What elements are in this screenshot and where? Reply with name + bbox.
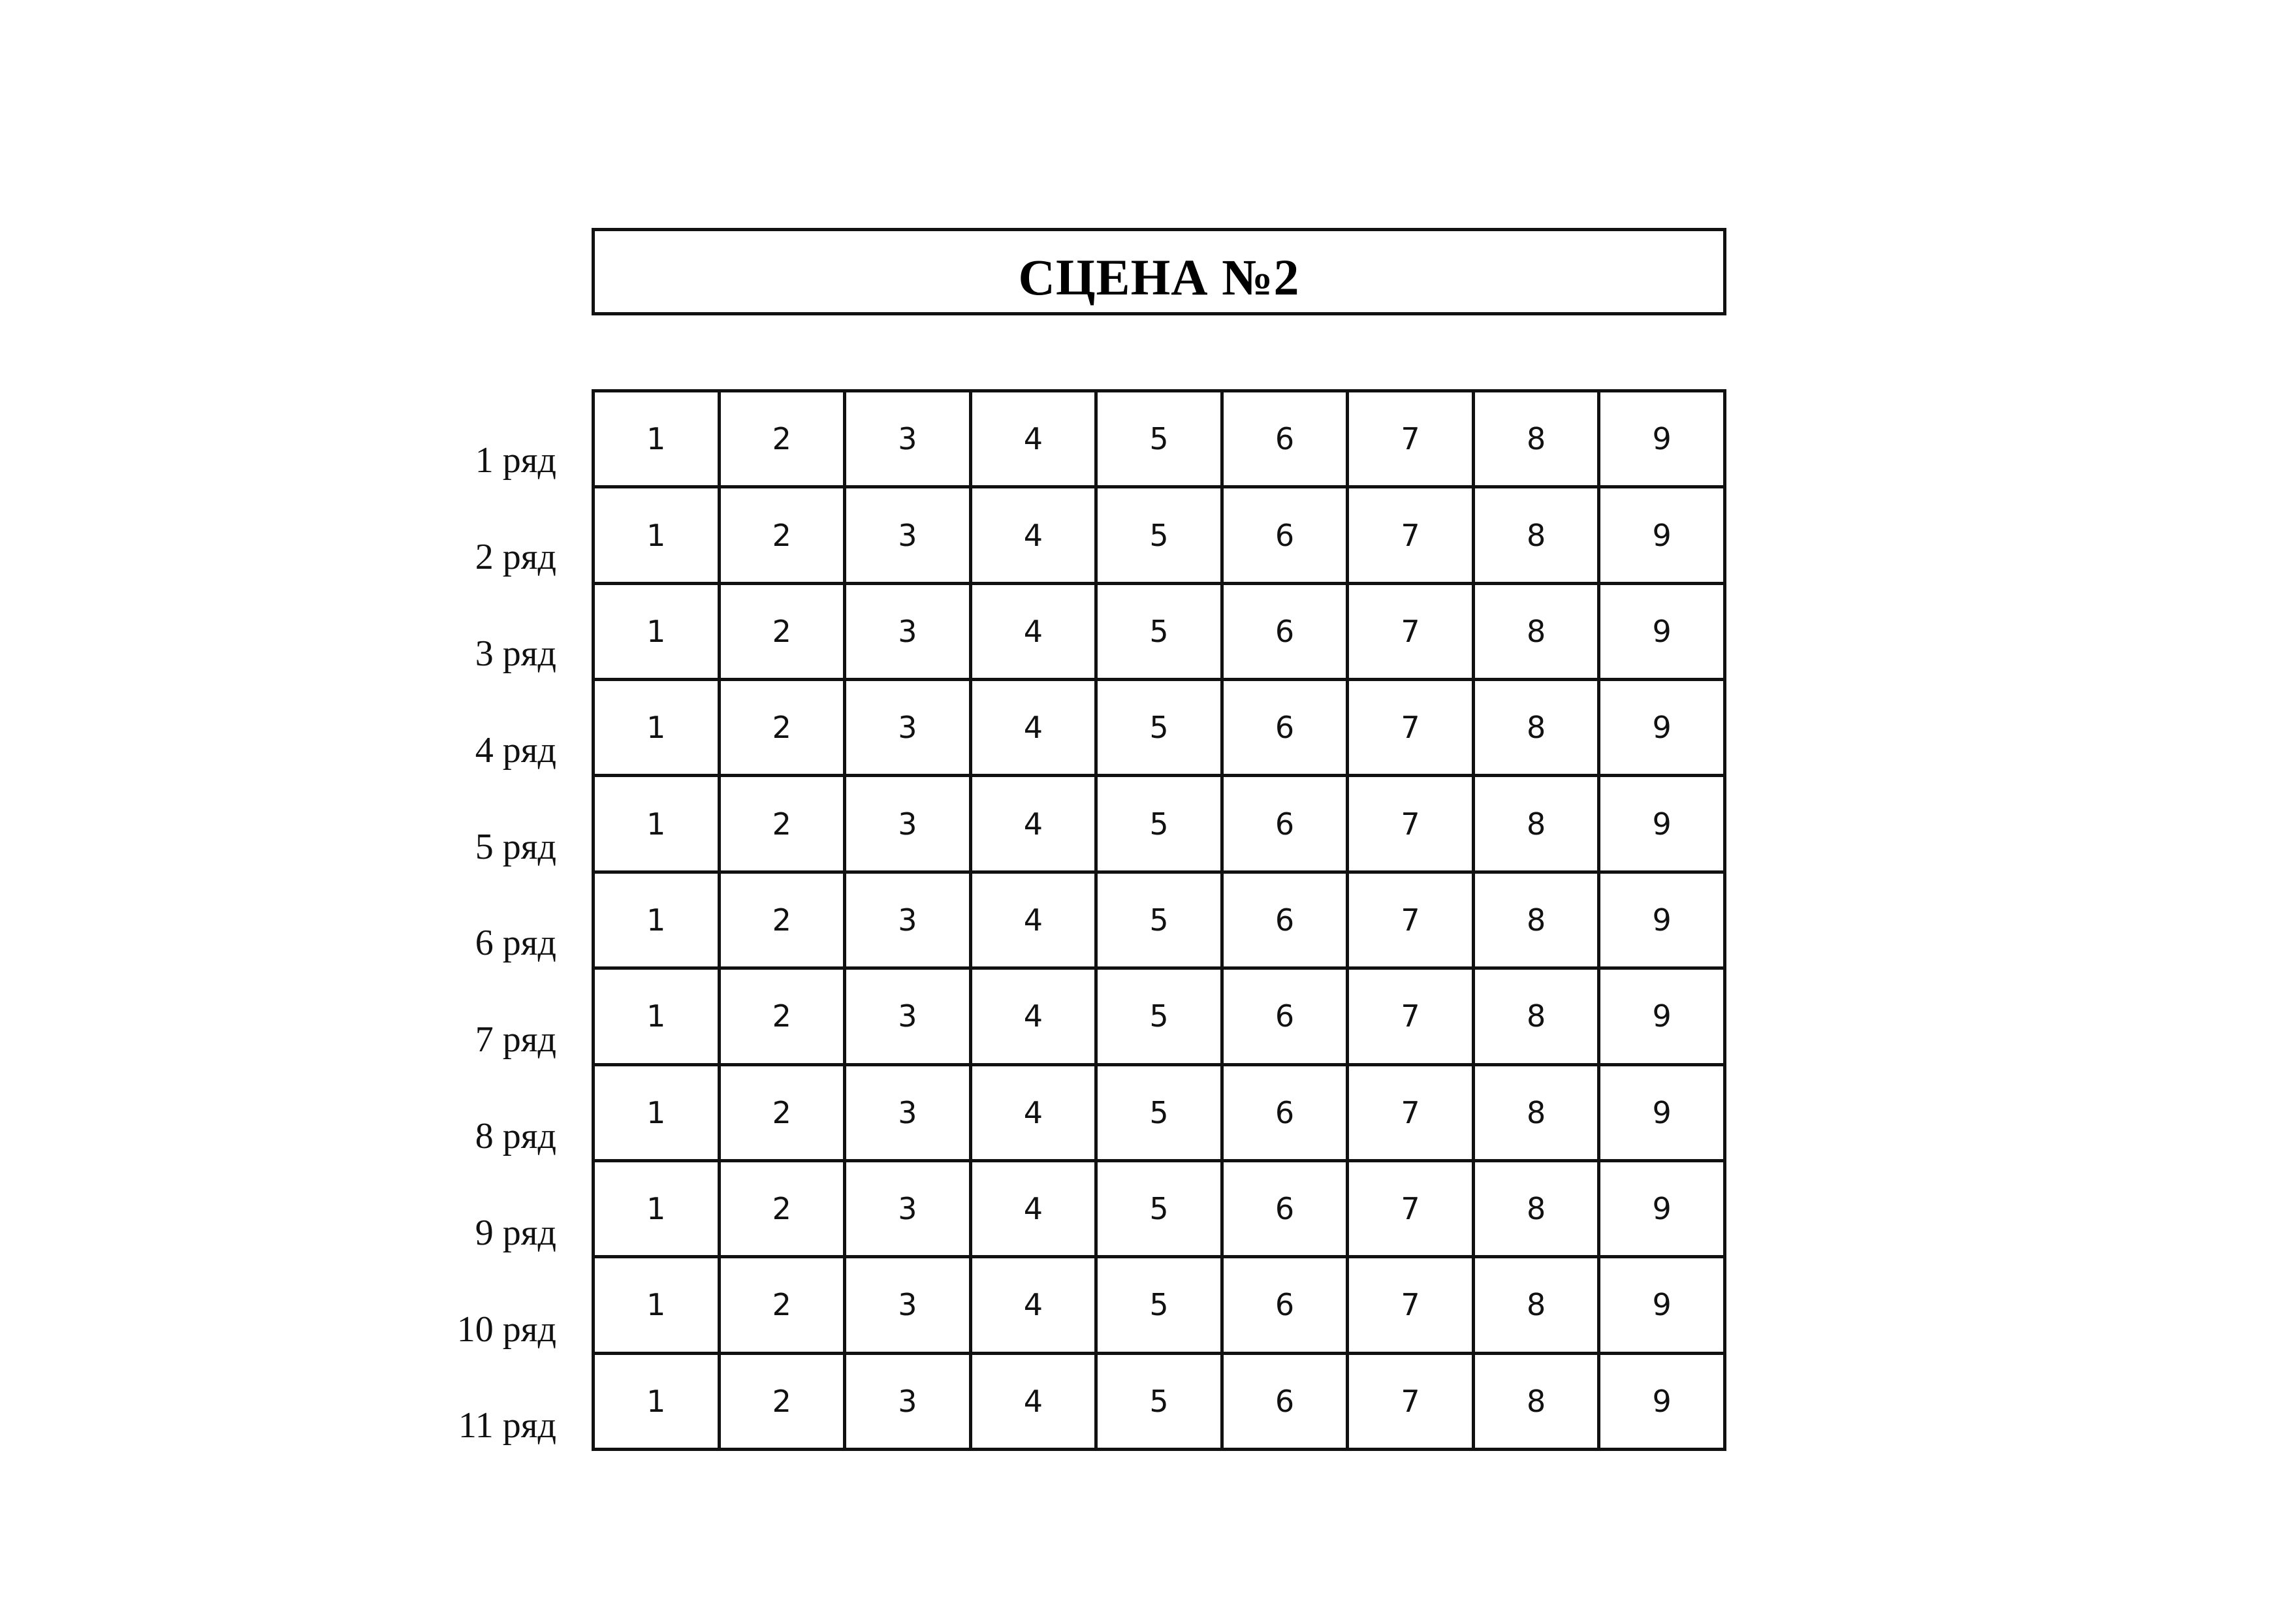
seat-cell[interactable]: 8 bbox=[1473, 391, 1599, 487]
seat-cell[interactable]: 6 bbox=[1222, 391, 1348, 487]
seat-cell[interactable]: 1 bbox=[594, 1257, 720, 1353]
seat-cell[interactable]: 2 bbox=[719, 680, 845, 776]
seat-cell[interactable]: 5 bbox=[1096, 1353, 1222, 1449]
seat-cell[interactable]: 1 bbox=[594, 1064, 720, 1160]
seat-cell[interactable]: 4 bbox=[970, 1160, 1096, 1256]
seat-row bbox=[594, 487, 1725, 583]
seat-row bbox=[594, 1257, 1725, 1353]
seat-cell[interactable]: 4 bbox=[970, 968, 1096, 1064]
seat-cell[interactable]: 2 bbox=[719, 1257, 845, 1353]
seat-cell[interactable]: 4 bbox=[970, 583, 1096, 679]
seat-cell[interactable]: 5 bbox=[1096, 1064, 1222, 1160]
seat-cell[interactable]: 8 bbox=[1473, 1064, 1599, 1160]
seat-grid bbox=[592, 389, 1726, 1451]
seat-cell[interactable]: 8 bbox=[1473, 1353, 1599, 1449]
row-label: 8 ряд bbox=[475, 1116, 556, 1157]
seat-cell[interactable]: 7 bbox=[1348, 1257, 1474, 1353]
seat-cell[interactable]: 4 bbox=[970, 1257, 1096, 1353]
seat-cell[interactable]: 5 bbox=[1096, 487, 1222, 583]
seat-cell[interactable]: 7 bbox=[1348, 1160, 1474, 1256]
row-label: 3 ряд bbox=[475, 633, 556, 674]
row-label: 2 ряд bbox=[475, 537, 556, 578]
seat-cell[interactable]: 1 bbox=[594, 1160, 720, 1256]
seat-cell[interactable]: 8 bbox=[1473, 680, 1599, 776]
seat-cell[interactable]: 8 bbox=[1473, 776, 1599, 872]
seat-cell[interactable]: 5 bbox=[1096, 1257, 1222, 1353]
stage-title: СЦЕНА №2 bbox=[1018, 249, 1300, 306]
seat-cell[interactable]: 5 bbox=[1096, 391, 1222, 487]
seat-cell[interactable]: 3 bbox=[845, 968, 971, 1064]
seat-cell[interactable]: 3 bbox=[845, 391, 971, 487]
seat-cell[interactable]: 9 bbox=[1599, 391, 1725, 487]
seat-cell[interactable]: 9 bbox=[1599, 583, 1725, 679]
seat-row bbox=[594, 391, 1725, 487]
seat-cell[interactable]: 6 bbox=[1222, 1160, 1348, 1256]
row-label: 5 ряд bbox=[475, 826, 556, 867]
seat-cell[interactable]: 1 bbox=[594, 680, 720, 776]
seat-row bbox=[594, 1160, 1725, 1256]
seat-cell[interactable]: 8 bbox=[1473, 583, 1599, 679]
seat-row bbox=[594, 776, 1725, 872]
seat-row bbox=[594, 680, 1725, 776]
seat-cell[interactable]: 5 bbox=[1096, 968, 1222, 1064]
seat-cell[interactable]: 2 bbox=[719, 1353, 845, 1449]
seat-cell[interactable]: 9 bbox=[1599, 1160, 1725, 1256]
seat-cell[interactable]: 2 bbox=[719, 776, 845, 872]
seat-cell[interactable]: 3 bbox=[845, 583, 971, 679]
seat-cell[interactable]: 1 bbox=[594, 391, 720, 487]
seat-cell[interactable]: 9 bbox=[1599, 968, 1725, 1064]
seat-cell[interactable]: 7 bbox=[1348, 872, 1474, 968]
seat-cell[interactable]: 6 bbox=[1222, 583, 1348, 679]
seat-cell[interactable]: 4 bbox=[970, 680, 1096, 776]
seat-cell[interactable]: 3 bbox=[845, 1257, 971, 1353]
seat-cell[interactable]: 6 bbox=[1222, 1257, 1348, 1353]
seat-cell[interactable]: 9 bbox=[1599, 1353, 1725, 1449]
seat-cell[interactable]: 1 bbox=[594, 1353, 720, 1449]
seat-cell[interactable]: 6 bbox=[1222, 680, 1348, 776]
seat-row bbox=[594, 1064, 1725, 1160]
seat-row bbox=[594, 968, 1725, 1064]
seat-cell[interactable]: 8 bbox=[1473, 1160, 1599, 1256]
seat-row bbox=[594, 872, 1725, 968]
seat-cell[interactable]: 8 bbox=[1473, 872, 1599, 968]
seat-cell[interactable]: 1 bbox=[594, 583, 720, 679]
seat-cell[interactable]: 1 bbox=[594, 487, 720, 583]
seat-cell[interactable]: 6 bbox=[1222, 968, 1348, 1064]
row-label: 9 ряд bbox=[475, 1212, 556, 1253]
seat-cell[interactable]: 4 bbox=[970, 776, 1096, 872]
seat-cell[interactable]: 7 bbox=[1348, 1353, 1474, 1449]
seat-cell[interactable]: 7 bbox=[1348, 776, 1474, 872]
seat-cell[interactable]: 6 bbox=[1222, 1353, 1348, 1449]
seat-cell[interactable]: 3 bbox=[845, 1353, 971, 1449]
seat-cell[interactable]: 8 bbox=[1473, 968, 1599, 1064]
seat-cell[interactable]: 7 bbox=[1348, 968, 1474, 1064]
seat-cell[interactable]: 9 bbox=[1599, 872, 1725, 968]
row-label: 4 ряд bbox=[475, 729, 556, 771]
row-label: 7 ряд bbox=[475, 1019, 556, 1060]
stage-box bbox=[592, 228, 1726, 315]
seat-cell[interactable]: 1 bbox=[594, 776, 720, 872]
seat-cell[interactable]: 1 bbox=[594, 872, 720, 968]
row-label: 10 ряд bbox=[456, 1309, 556, 1350]
seat-cell[interactable]: 4 bbox=[970, 872, 1096, 968]
seat-cell[interactable]: 7 bbox=[1348, 680, 1474, 776]
seat-cell[interactable]: 9 bbox=[1599, 776, 1725, 872]
seat-row bbox=[594, 583, 1725, 679]
seat-cell[interactable]: 5 bbox=[1096, 583, 1222, 679]
seat-cell[interactable]: 9 bbox=[1599, 487, 1725, 583]
seat-cell[interactable]: 9 bbox=[1599, 680, 1725, 776]
seat-cell[interactable]: 3 bbox=[845, 776, 971, 872]
seat-cell[interactable]: 2 bbox=[719, 391, 845, 487]
seat-cell[interactable]: 3 bbox=[845, 872, 971, 968]
seat-cell[interactable]: 2 bbox=[719, 872, 845, 968]
seat-cell[interactable]: 4 bbox=[970, 391, 1096, 487]
row-label: 1 ряд bbox=[475, 440, 556, 481]
seat-cell[interactable]: 2 bbox=[719, 487, 845, 583]
seat-cell[interactable]: 9 bbox=[1599, 1064, 1725, 1160]
seat-cell[interactable]: 8 bbox=[1473, 487, 1599, 583]
seat-cell[interactable]: 6 bbox=[1222, 487, 1348, 583]
seat-cell[interactable]: 7 bbox=[1348, 391, 1474, 487]
seat-cell[interactable]: 6 bbox=[1222, 1064, 1348, 1160]
seat-cell[interactable]: 6 bbox=[1222, 872, 1348, 968]
seat-cell[interactable]: 4 bbox=[970, 1064, 1096, 1160]
seat-cell[interactable]: 5 bbox=[1096, 680, 1222, 776]
seat-cell[interactable]: 4 bbox=[970, 1353, 1096, 1449]
seat-cell[interactable]: 7 bbox=[1348, 487, 1474, 583]
seat-cell[interactable]: 5 bbox=[1096, 776, 1222, 872]
seat-row bbox=[594, 1353, 1725, 1449]
seat-cell[interactable]: 3 bbox=[845, 680, 971, 776]
seat-cell[interactable]: 1 bbox=[594, 968, 720, 1064]
row-label: 11 ряд bbox=[458, 1405, 556, 1446]
row-label: 6 ряд bbox=[475, 923, 556, 964]
seat-cell[interactable]: 3 bbox=[845, 1160, 971, 1256]
seat-cell[interactable]: 3 bbox=[845, 1064, 971, 1160]
seat-cell[interactable]: 2 bbox=[719, 1160, 845, 1256]
seat-cell[interactable]: 2 bbox=[719, 1064, 845, 1160]
seat-cell[interactable]: 4 bbox=[970, 487, 1096, 583]
seat-cell[interactable]: 8 bbox=[1473, 1257, 1599, 1353]
seat-cell[interactable]: 5 bbox=[1096, 1160, 1222, 1256]
seat-cell[interactable]: 7 bbox=[1348, 1064, 1474, 1160]
seat-cell[interactable]: 6 bbox=[1222, 776, 1348, 872]
seat-cell[interactable]: 2 bbox=[719, 968, 845, 1064]
seat-cell[interactable]: 9 bbox=[1599, 1257, 1725, 1353]
seat-cell[interactable]: 3 bbox=[845, 487, 971, 583]
seat-cell[interactable]: 2 bbox=[719, 583, 845, 679]
seat-cell[interactable]: 7 bbox=[1348, 583, 1474, 679]
seat-cell[interactable]: 5 bbox=[1096, 872, 1222, 968]
